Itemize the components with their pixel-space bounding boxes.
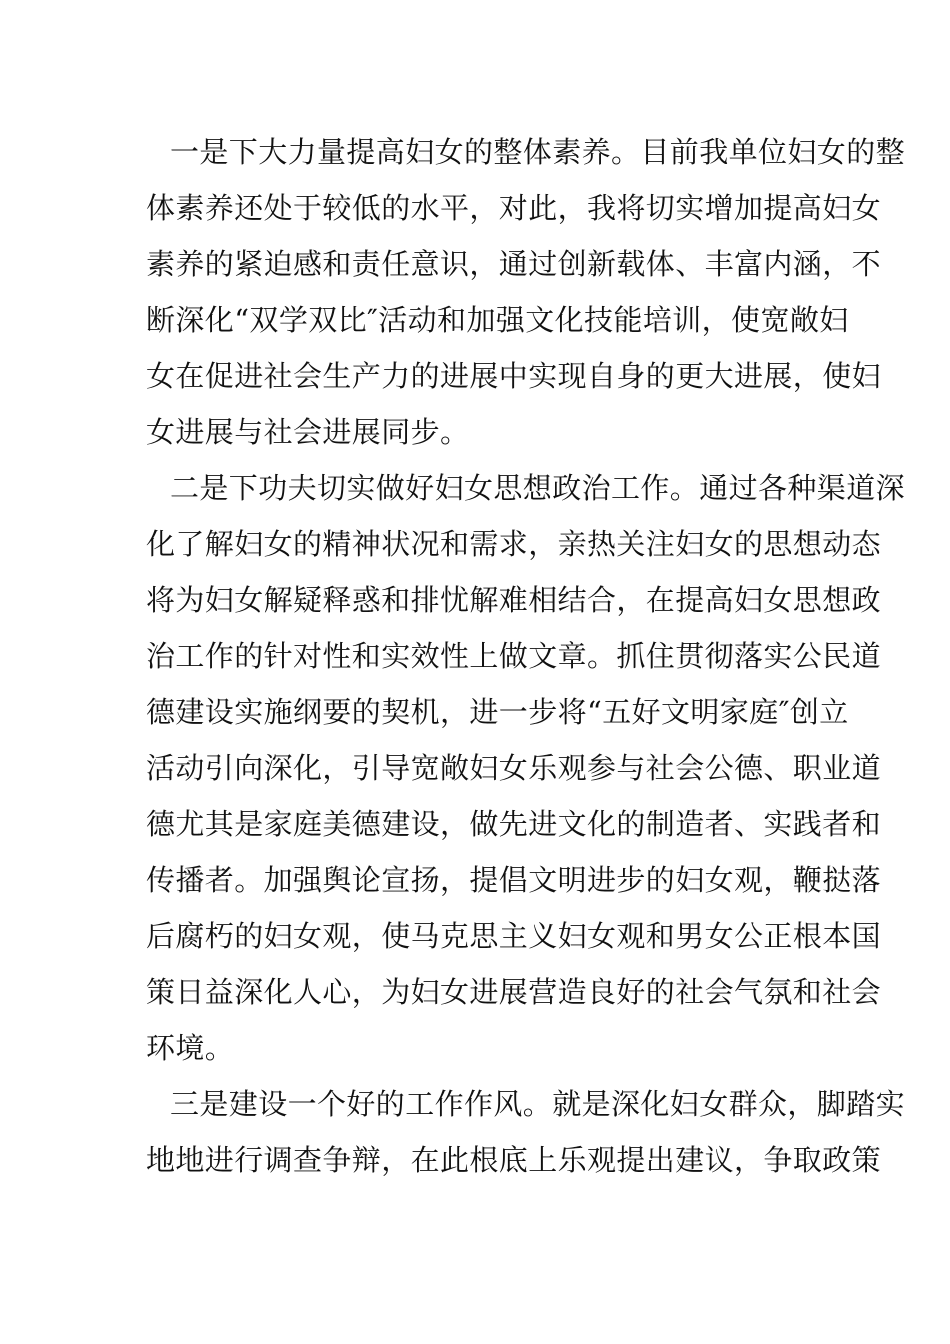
paragraph-2-line-8: 传播者。加强舆论宣扬，提倡文明进步的妇女观，鞭挞落 <box>146 863 882 897</box>
paragraph-2-line-10: 策日益深化人心，为妇女进展营造良好的社会气氛和社会 <box>146 975 882 1009</box>
paragraph-3-line-2: 地地进行调查争辩，在此根底上乐观提出建议，争取政策 <box>146 1143 882 1177</box>
paragraph-1-line-1: 一是下大力量提高妇女的整体素养。目前我单位妇女的整 <box>170 135 906 169</box>
paragraph-2-line-9: 后腐朽的妇女观，使马克思主义妇女观和男女公正根本国 <box>146 919 882 953</box>
paragraph-2-line-5: 德建设实施纲要的契机，进一步将“五好文明家庭″创立 <box>146 695 849 729</box>
paragraph-2-line-6: 活动引向深化，引导宽敞妇女乐观参与社会公德、职业道 <box>146 751 882 785</box>
paragraph-2-line-7: 德尤其是家庭美德建设，做先进文化的制造者、实践者和 <box>146 807 882 841</box>
paragraph-2-line-1: 二是下功夫切实做好妇女思想政治工作。通过各种渠道深 <box>170 471 906 505</box>
paragraph-1-line-4: 断深化“双学双比″活动和加强文化技能培训，使宽敞妇 <box>146 303 849 337</box>
paragraph-2-line-2: 化了解妇女的精神状况和需求，亲热关注妇女的思想动态 <box>146 527 882 561</box>
paragraph-3-line-1: 三是建设一个好的工作作风。就是深化妇女群众，脚踏实 <box>170 1087 906 1121</box>
paragraph-1-line-6: 女进展与社会进展同步。 <box>146 415 470 449</box>
paragraph-2-line-4: 治工作的针对性和实效性上做文章。抓住贯彻落实公民道 <box>146 639 882 673</box>
paragraph-1-line-3: 素养的紧迫感和责任意识，通过创新载体、丰富内涵，不 <box>146 247 882 281</box>
paragraph-2-line-3: 将为妇女解疑释惑和排忧解难相结合，在提高妇女思想政 <box>146 583 882 617</box>
paragraph-1-line-5: 女在促进社会生产力的进展中实现自身的更大进展，使妇 <box>146 359 882 393</box>
paragraph-1-line-2: 体素养还处于较低的水平，对此，我将切实增加提高妇女 <box>146 191 882 225</box>
paragraph-2-line-11: 环境。 <box>146 1031 235 1065</box>
